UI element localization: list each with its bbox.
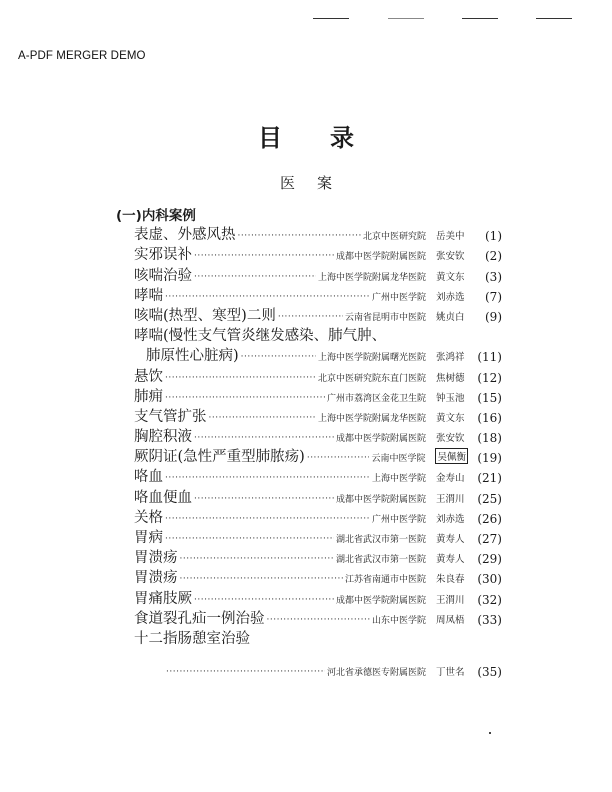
entry-page: (26) bbox=[477, 511, 502, 526]
entry-institution: 湖北省武汉市第一医院 bbox=[335, 535, 426, 545]
entry-title: 哮喘(慢性支气管炎继发感染、肺气肿、 bbox=[134, 328, 387, 345]
toc-entry[interactable] bbox=[134, 567, 502, 587]
header-rule-4 bbox=[536, 18, 572, 19]
entry-author: 焦树德 bbox=[436, 372, 465, 384]
toc-entry[interactable] bbox=[134, 547, 502, 567]
entry-author: 刘赤选 bbox=[436, 291, 465, 303]
entry-author: 王渭川 bbox=[436, 493, 465, 505]
leader-dots bbox=[194, 272, 316, 282]
entry-author: 黄文东 bbox=[436, 271, 465, 283]
entry-page: (33) bbox=[477, 612, 502, 627]
leader-dots bbox=[194, 433, 334, 443]
entry-author: 周凤梧 bbox=[436, 614, 465, 626]
entry-author: 丁世名 bbox=[436, 667, 465, 679]
toc-entry[interactable] bbox=[134, 325, 502, 345]
leader-dots bbox=[209, 413, 316, 423]
leader-dots bbox=[165, 292, 370, 302]
toc-entry[interactable] bbox=[134, 285, 502, 305]
toc-entry[interactable] bbox=[134, 224, 502, 244]
entry-page: (29) bbox=[477, 552, 502, 567]
toc-entry[interactable] bbox=[134, 305, 502, 325]
entry-institution: 广州中医学院 bbox=[371, 514, 426, 525]
leader-dots bbox=[194, 595, 334, 605]
section-heading: (一)内科案例 bbox=[116, 208, 196, 224]
entry-title: 咳喘治验 bbox=[134, 267, 192, 284]
entry-author: 金寿山 bbox=[436, 473, 465, 485]
entry-author: 黄文东 bbox=[436, 412, 465, 424]
entry-institution: 上海中医学院 bbox=[371, 474, 426, 485]
toc-list bbox=[134, 224, 502, 680]
entry-institution: 广州市荔湾区金花卫生院 bbox=[326, 393, 426, 404]
header-rule-3 bbox=[462, 18, 498, 19]
toc-entry[interactable] bbox=[134, 264, 502, 284]
entry-author: 黄寿人 bbox=[436, 554, 465, 566]
toc-entry[interactable] bbox=[134, 386, 502, 406]
entry-page: (7) bbox=[485, 289, 502, 304]
toc-entry[interactable] bbox=[134, 466, 502, 486]
page-title-char-2: 录 bbox=[330, 123, 354, 152]
entry-author: 姚贞白 bbox=[436, 311, 465, 323]
header-rule-1 bbox=[313, 18, 349, 19]
leader-dots bbox=[166, 667, 325, 677]
leader-dots bbox=[165, 534, 334, 544]
toc-entry[interactable] bbox=[134, 244, 502, 264]
leader-dots bbox=[165, 373, 316, 383]
entry-title: 食道裂孔疝一例治验 bbox=[134, 610, 265, 627]
toc-entry[interactable] bbox=[134, 446, 502, 466]
toc-entry[interactable] bbox=[134, 660, 502, 680]
entry-page: (19) bbox=[477, 451, 502, 466]
leader-dots bbox=[241, 352, 316, 362]
entry-institution: 上海中医学院附属曙光医院 bbox=[317, 353, 426, 364]
entry-title: 咯血 bbox=[134, 469, 163, 486]
leader-dots bbox=[194, 494, 334, 504]
entry-title: 哮喘 bbox=[134, 287, 163, 304]
entry-institution: 北京中医研究院东直门医院 bbox=[317, 373, 426, 384]
header-rule-2 bbox=[388, 18, 424, 19]
entry-author: 张安钦 bbox=[436, 251, 465, 263]
entry-page: (25) bbox=[477, 491, 502, 506]
entry-title: 肺原性心脏病) bbox=[146, 348, 239, 365]
entry-author: 岳美中 bbox=[436, 231, 465, 243]
entry-institution: 北京中医研究院 bbox=[362, 232, 426, 243]
entry-institution: 上海中医学院附属龙华医院 bbox=[317, 413, 426, 424]
entry-institution: 湖北省武汉市第一医院 bbox=[335, 555, 426, 566]
entry-page: (35) bbox=[477, 665, 502, 680]
entry-institution: 云南中医学院 bbox=[371, 454, 426, 465]
leader-dots bbox=[180, 554, 334, 564]
entry-page: (30) bbox=[477, 572, 502, 587]
toc-entry[interactable] bbox=[134, 406, 502, 426]
entry-title: 肺痈 bbox=[134, 388, 163, 405]
leader-dots bbox=[194, 251, 334, 261]
page-title bbox=[0, 118, 612, 153]
page-title-char-1: 目 bbox=[258, 123, 282, 152]
watermark: A-PDF MERGER DEMO bbox=[18, 50, 146, 62]
entry-author: 朱良春 bbox=[436, 574, 465, 586]
entry-title: 胃溃疡 bbox=[134, 570, 178, 587]
toc-entry[interactable] bbox=[134, 608, 502, 628]
entry-author-boxed: 吴佩衡 bbox=[435, 448, 468, 464]
toc-entry[interactable] bbox=[134, 507, 502, 527]
subtitle bbox=[0, 172, 612, 193]
entry-title: 胸腔积液 bbox=[134, 429, 192, 446]
toc-entry[interactable] bbox=[134, 365, 502, 385]
entry-author: 王渭川 bbox=[436, 594, 465, 606]
leader-dots bbox=[165, 514, 370, 524]
entry-page: (15) bbox=[477, 390, 502, 405]
entry-institution: 成都中医学院附属医院 bbox=[335, 434, 426, 445]
entry-author: 钟玉池 bbox=[436, 392, 465, 404]
leader-dots bbox=[180, 574, 343, 584]
entry-page: (9) bbox=[485, 309, 502, 324]
toc-entry[interactable] bbox=[134, 527, 502, 547]
entry-title: 胃痛肢厥 bbox=[134, 590, 192, 607]
entry-author: 张鸿祥 bbox=[436, 352, 465, 364]
leader-dots bbox=[165, 473, 370, 483]
entry-title: 支气管扩张 bbox=[134, 408, 207, 425]
entry-title: 胃溃疡 bbox=[134, 550, 178, 567]
entry-title: 关格 bbox=[134, 509, 163, 526]
entry-title: 胃病 bbox=[134, 530, 163, 546]
entry-author: 刘赤选 bbox=[436, 513, 465, 525]
scan-speck bbox=[489, 732, 491, 734]
entry-page: (11) bbox=[477, 350, 502, 365]
entry-page: (1) bbox=[485, 229, 502, 244]
entry-institution: 广州中医学院 bbox=[371, 292, 426, 303]
leader-dots bbox=[307, 453, 370, 463]
entry-page: (12) bbox=[477, 370, 502, 385]
toc-entry[interactable] bbox=[134, 426, 502, 446]
leader-dots bbox=[267, 615, 370, 625]
entry-title: 表虚、外感风热 bbox=[134, 227, 236, 244]
entry-page: (18) bbox=[477, 431, 502, 446]
entry-institution: 上海中医学院附属龙华医院 bbox=[317, 272, 426, 283]
entry-page: (27) bbox=[477, 532, 502, 546]
entry-institution: 成都中医学院附属医院 bbox=[335, 494, 426, 505]
leader-dots bbox=[165, 393, 325, 403]
toc-entry[interactable] bbox=[134, 628, 502, 648]
entry-page: (3) bbox=[485, 269, 502, 284]
subtitle-char-1: 医 bbox=[279, 174, 295, 192]
entry-institution: 成都中医学院附属医院 bbox=[335, 595, 426, 606]
entry-page: (2) bbox=[485, 249, 502, 264]
subtitle-char-2: 案 bbox=[317, 174, 333, 192]
entry-title: 咯血便血 bbox=[134, 489, 192, 506]
entry-institution: 河北省承德医专附属医院 bbox=[326, 668, 426, 679]
entry-institution: 成都中医学院附属医院 bbox=[335, 252, 426, 263]
toc-entry[interactable] bbox=[134, 345, 502, 365]
entry-institution: 江苏省南通市中医院 bbox=[344, 575, 426, 586]
leader-dots bbox=[278, 312, 343, 322]
entry-title: 悬饮 bbox=[134, 368, 163, 385]
entry-page: (32) bbox=[477, 592, 502, 607]
entry-page: (16) bbox=[477, 410, 502, 425]
entry-institution: 云南省昆明市中医院 bbox=[344, 312, 426, 323]
spacer bbox=[134, 648, 502, 660]
entry-author: 黄寿人 bbox=[436, 534, 465, 545]
entry-institution: 山东中医学院 bbox=[371, 615, 426, 626]
toc-entry[interactable] bbox=[134, 486, 502, 506]
entry-title: 咳喘(热型、寒型)二则 bbox=[134, 307, 276, 324]
entry-title: 十二指肠憩室治验 bbox=[134, 630, 250, 647]
entry-title: 厥阴证(急性严重型肺脓疡) bbox=[134, 449, 305, 466]
entry-page: (21) bbox=[477, 471, 502, 486]
toc-entry[interactable] bbox=[134, 587, 502, 607]
entry-author: 张安钦 bbox=[436, 433, 465, 445]
leader-dots bbox=[238, 231, 361, 241]
entry-title: 实邪误补 bbox=[134, 247, 192, 264]
